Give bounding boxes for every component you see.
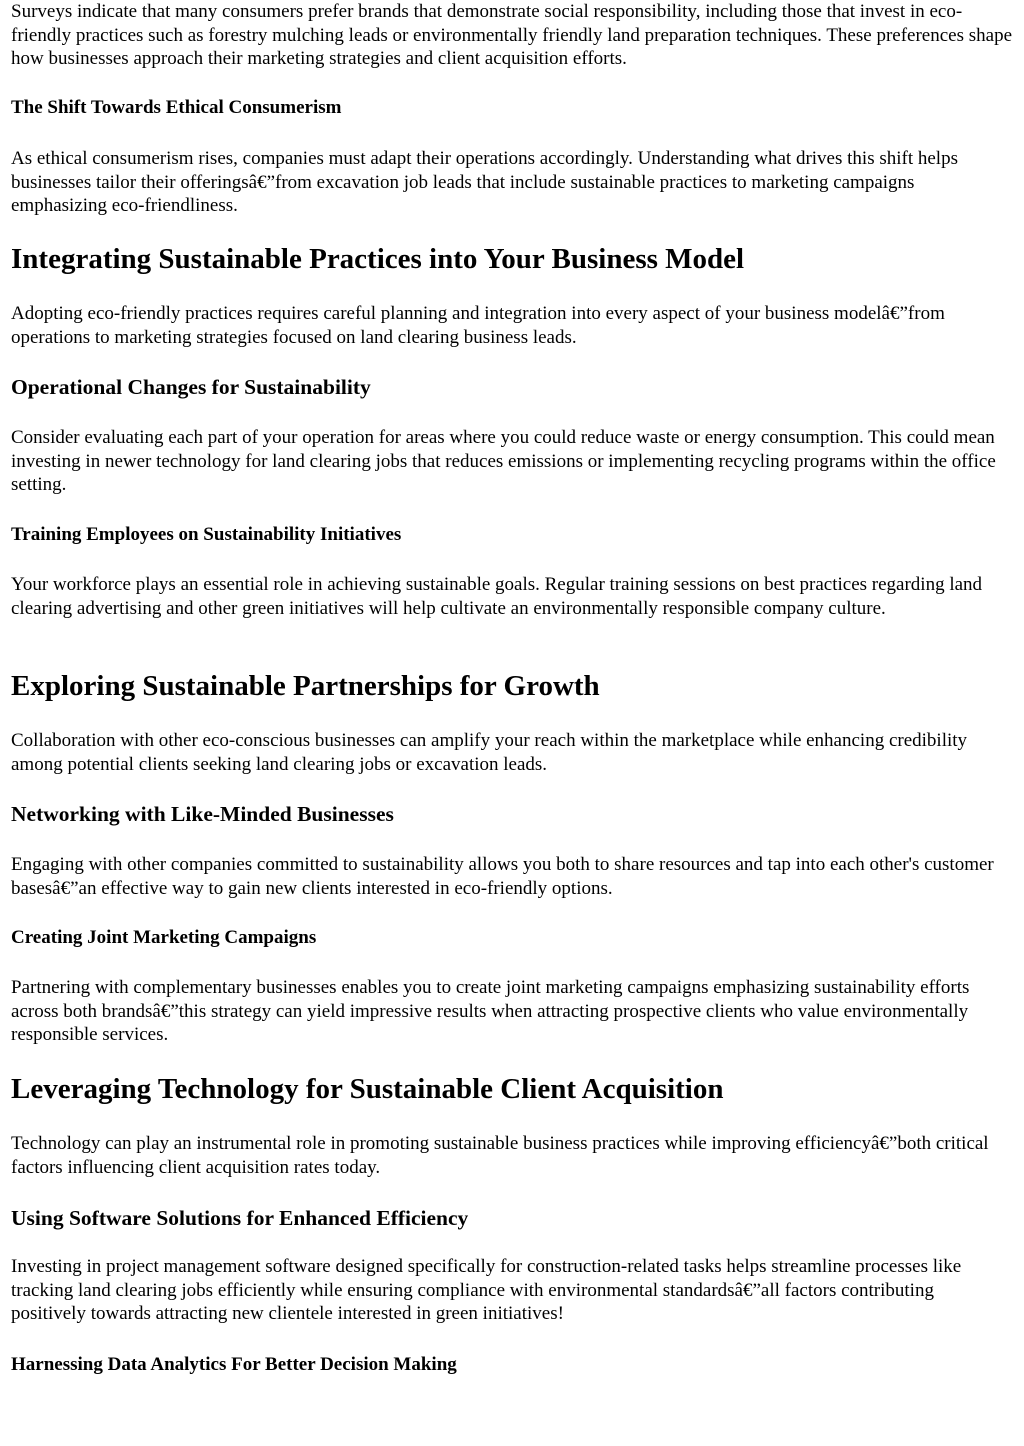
paragraph: Your workforce plays an essential role in achieving sustainable goals. Regular training sessions on best practices regarding land clearing advertising and other green initiatives will help cultivate an environmentally responsible company culture.	[11, 574, 983, 619]
subsection-heading: Operational Changes for Sustainability	[11, 375, 371, 399]
paragraph: Technology can play an instrumental role in promoting sustainable business practices while improving efficiencyâ€”both critical factors influencing client acquisition rates today.	[11, 1133, 989, 1178]
subsection-heading: Training Employees on Sustainability Initiatives	[11, 524, 402, 545]
section-heading: Leveraging Technology for Sustainable Client Acquisition	[11, 1073, 724, 1105]
subsection-heading: Networking with Like-Minded Businesses	[11, 802, 394, 826]
subsection-heading: Harnessing Data Analytics For Better Decision Making	[11, 1354, 457, 1375]
section-heading: Exploring Sustainable Partnerships for Growth	[11, 670, 600, 702]
paragraph: Consider evaluating each part of your operation for areas where you could reduce waste or energy consumption. This could mean investing in newer technology for land clearing jobs that reduces emissions or implementing recycling programs within the office setting.	[11, 427, 996, 495]
subsection-heading: The Shift Towards Ethical Consumerism	[11, 97, 342, 118]
paragraph: Engaging with other companies committed to sustainability allows you both to share resources and tap into each other's customer basesâ€”an effective way to gain new clients interested in eco-friendly options.	[11, 854, 994, 899]
subsection-heading: Using Software Solutions for Enhanced Efficiency	[11, 1206, 469, 1230]
paragraph: Collaboration with other eco-conscious businesses can amplify your reach within the marketplace while enhancing credibility among potential clients seeking land clearing jobs or excavation leads.	[11, 730, 968, 775]
paragraph: Surveys indicate that many consumers prefer brands that demonstrate social responsibility, including those that invest in eco-friendly practices such as forestry mulching leads or environmentally friendly land preparation techniques. These preferences shape how businesses approach their marketing strategies and client acquisition efforts.	[11, 1, 1012, 69]
paragraph: Adopting eco-friendly practices requires careful planning and integration into every aspect of your business modelâ€”from operations to marketing strategies focused on land clearing business leads.	[11, 303, 945, 348]
paragraph: As ethical consumerism rises, companies must adapt their operations accordingly. Understanding what drives this shift helps businesses tailor their offeringsâ€”from excavation job leads that include sustainable practices to marketing campaigns emphasizing eco-friendliness.	[11, 148, 958, 216]
paragraph: Investing in project management software designed specifically for construction-related tasks helps streamline processes like tracking land clearing jobs efficiently while ensuring compliance with environmental standardsâ€”all factors contributing positively towards attracting new clientele interested in green initiatives!	[11, 1256, 962, 1324]
subsection-heading: Creating Joint Marketing Campaigns	[11, 927, 317, 948]
section-heading: Integrating Sustainable Practices into Your Business Model	[11, 243, 745, 275]
paragraph: Partnering with complementary businesses enables you to create joint marketing campaigns emphasizing sustainability efforts across both brandsâ€”this strategy can yield impressive results when attracting prospective clients who value environmentally responsible services.	[11, 977, 970, 1045]
